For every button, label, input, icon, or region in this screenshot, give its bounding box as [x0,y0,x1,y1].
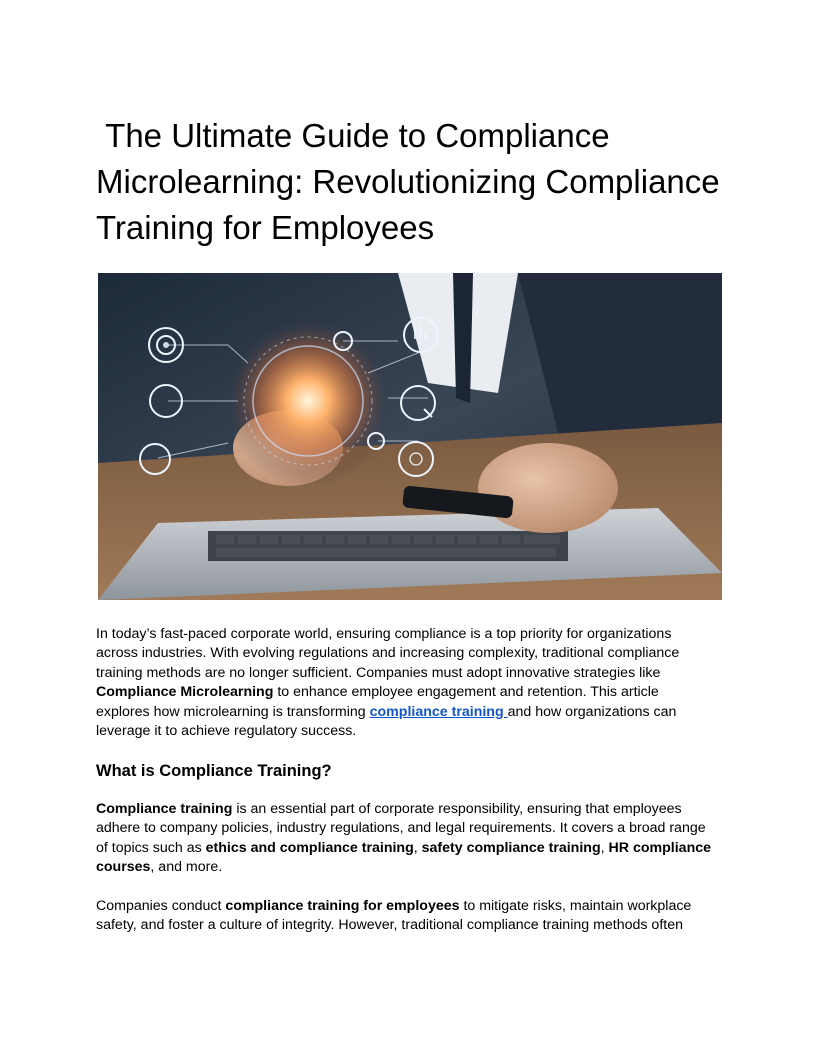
intro-bold-compliance-microlearning: Compliance Microlearning [96,684,274,701]
para3-text-2: to mitigate risks, maintain workplace safety, and foster a culture of integrity. However, traditional compliance training methods often [96,898,692,934]
para2-text-2: , [413,839,422,856]
bold-hr-courses: HR compliance courses [96,839,712,876]
para2-text-3: , [600,839,609,856]
intro-text-1: In today’s fast-paced corporate world, ensuring compliance is a top priority for organizations across industries. With evolving regulations and increasing complexity, traditional compliance training methods are no longer sufficient. Companies must adopt innovative strategies like [96,626,680,681]
employees-paragraph [96,897,716,936]
section-heading: What is Compliance Training? [96,762,332,780]
page-title: The Ultimate Guide to Compliance Microlearning: Revolutionizing Compliance Training for Employees [96,117,729,246]
compliance-training-paragraph [96,800,716,878]
intro-paragraph [96,625,716,741]
hero-image [98,273,722,600]
bold-safety-training: safety compliance training [421,839,601,856]
intro-text-3: and how organizations can leverage it to achieve regulatory success. [96,703,677,740]
bold-ethics-training: ethics and compliance training [205,839,414,856]
para2-text-4: , and more. [150,859,223,876]
intro-text-2: to enhance employee engagement and retention. This article explores how microlearning is transforming [96,684,659,720]
para3-text-1: Companies conduct [96,898,226,914]
bold-compliance-training: Compliance training [96,801,233,817]
para2-text-1: is an essential part of corporate responsibility, ensuring that employees adhere to company policies, industry regulations, and legal requirements. It covers a broad range of topics such as [96,801,706,856]
compliance-training-link[interactable]: compliance training [369,703,508,720]
bold-training-for-employees: compliance training for employees [225,898,460,914]
